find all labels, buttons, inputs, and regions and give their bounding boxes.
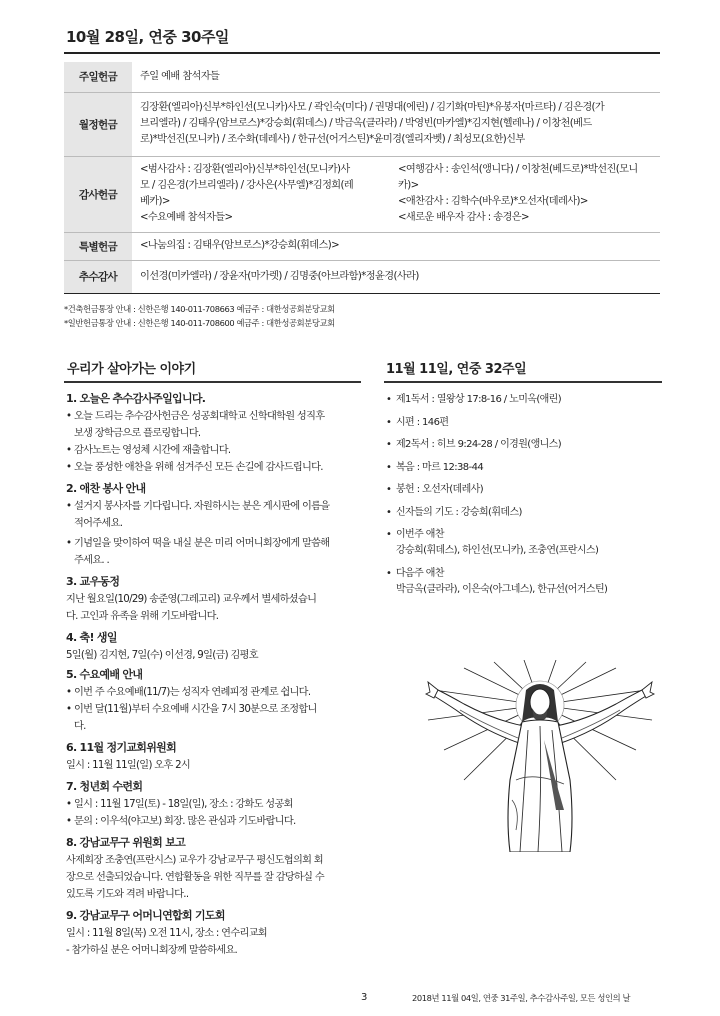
offering-table bbox=[64, 62, 660, 294]
list-item: • 다음주 애찬 박금옥(클라라), 이은숙(아그네스), 한규선(어거스틴) bbox=[386, 566, 666, 598]
bullet-item: • 오늘 드리는 추수감사헌금은 성공회대학교 신학대학원 성직후 보생 장학금으로 플로링합니다. bbox=[66, 408, 362, 442]
jesus-illustration bbox=[424, 660, 656, 852]
bullet-item: • 문의 : 이우석(야고보) 회장. 많은 관심과 기도바랍니다. bbox=[66, 813, 362, 830]
bullet-item: • 이번 주 수요예배(11/7)는 성직자 연례피정 관계로 쉽니다. bbox=[66, 684, 362, 701]
next-week-rule bbox=[384, 381, 662, 383]
bullet-text: 적어주세요. bbox=[74, 518, 123, 529]
list-item-text: 봉헌 : 오선자(데레사) bbox=[396, 484, 484, 495]
thanks-right-column bbox=[398, 162, 638, 226]
row-label: 추수감사 bbox=[64, 260, 132, 293]
row-line: <수요예배 참석자들> bbox=[140, 212, 233, 223]
table-row bbox=[64, 62, 660, 92]
para-line: - 참가하실 분은 어머니회장께 말씀하세요. bbox=[66, 945, 238, 956]
para-line: 지난 월요일(10/29) 송준영(그레고리) 교우께서 별세하셨습니 bbox=[66, 594, 317, 605]
row-line: 카)> bbox=[398, 180, 419, 191]
story-heading: 4. 축! 생일 bbox=[66, 631, 117, 644]
story-heading: 5. 수요예배 안내 bbox=[66, 668, 143, 681]
bullet-text: 오늘 풍성한 애찬을 위해 섬겨주신 모든 손길에 감사드립니다. bbox=[74, 462, 323, 473]
offering-title: 10월 28일, 연중 30주일 bbox=[66, 28, 229, 46]
row-line: 베카)> bbox=[140, 196, 170, 207]
list-item-text: 강승희(휘데스), 하인선(모니카), 조충연(프란시스) bbox=[396, 545, 599, 556]
story-heading: 9. 강남교무구 어머니연합회 기도회 bbox=[66, 909, 225, 922]
story-heading: 2. 애찬 봉사 안내 bbox=[66, 482, 146, 495]
list-item-text: 복음 : 마르 12:38-44 bbox=[396, 461, 484, 473]
story-paragraph bbox=[66, 647, 362, 664]
row-content bbox=[132, 92, 660, 156]
thanks-left-column bbox=[140, 162, 398, 226]
stories-title: 우리가 살아가는 이야기 bbox=[67, 362, 196, 377]
list-item-text: 신자들의 기도 : 강승희(휘데스) bbox=[396, 506, 522, 518]
next-week-list bbox=[386, 392, 666, 604]
list-item: • 이번주 애찬 강승희(휘데스), 하인선(모니카), 조충연(프란시스) bbox=[386, 527, 666, 559]
row-line: <새로운 배우자 감사 : 송경은> bbox=[398, 212, 529, 223]
story-heading: 1. 오늘은 추수감사주일입니다. bbox=[66, 392, 206, 405]
row-line: 이선경(미카엘라) / 장윤자(마가렛) / 김명중(아브라함)*정윤경(사라) bbox=[140, 270, 419, 282]
row-label: 감사헌금 bbox=[64, 156, 132, 232]
row-content bbox=[132, 156, 660, 232]
list-item: • 복음 : 마르 12:38-44 bbox=[386, 460, 666, 476]
list-item: • 제1독서 : 열왕상 17:8-16 / 노미옥(애린) bbox=[386, 392, 666, 408]
para-line: 일시 : 11월 11일(일) 오후 2시 bbox=[66, 760, 191, 771]
bullet-text: 기념일을 맞이하여 떡을 내실 분은 미리 어머니회장에게 말씀해 bbox=[74, 538, 330, 549]
bullet-text: 이번 주 수요예배(11/7)는 성직자 연례피정 관계로 쉽니다. bbox=[74, 687, 311, 698]
story-paragraph bbox=[66, 925, 362, 959]
list-item-text: 시편 : 146편 bbox=[396, 416, 449, 428]
story-heading: 6. 11월 정기교회위원회 bbox=[66, 741, 177, 754]
story-paragraph bbox=[66, 852, 362, 903]
list-item: • 신자들의 기도 : 강승희(휘데스) bbox=[386, 505, 666, 521]
account-line: *일반헌금통장 안내 : 신한은행 140-011-708600 예금주 : 대한성공회분당교회 bbox=[64, 318, 335, 328]
bullet-text: 주세요. . bbox=[74, 555, 110, 566]
story-heading: 8. 강남교무구 위원회 보고 bbox=[66, 836, 186, 849]
bullet-item: • 오늘 풍성한 애찬을 위해 섬겨주신 모든 손길에 감사드립니다. bbox=[66, 459, 362, 476]
next-week-title: 11월 11일, 연중 32주일 bbox=[386, 362, 527, 377]
list-item: • 제2독서 : 히브 9:24-28 / 이경원(앵니스) bbox=[386, 437, 666, 453]
stories-list bbox=[66, 388, 362, 959]
table-row bbox=[64, 92, 660, 156]
list-item-text: 제1독서 : 열왕상 17:8-16 / 노미옥(애린) bbox=[396, 394, 562, 405]
bullet-item: • 감사노트는 영성체 시간에 재출합니다. bbox=[66, 442, 362, 459]
para-line: 사제회장 조충연(프란시스) 교우가 강남교무구 평신도협의회 회 bbox=[66, 855, 323, 866]
row-content bbox=[132, 260, 660, 293]
table-row bbox=[64, 232, 660, 260]
list-item-text: 제2독서 : 히브 9:24-28 / 이경원(앵니스) bbox=[396, 439, 562, 450]
table-row bbox=[64, 156, 660, 232]
list-item: • 시편 : 146편 bbox=[386, 415, 666, 431]
row-line: <여행감사 : 송인석(앵니다) / 이창천(베드로)*박선진(모니 bbox=[398, 164, 638, 175]
row-label: 월정헌금 bbox=[64, 92, 132, 156]
para-line: 일시 : 11월 8일(목) 오전 11시, 장소 : 연수리교회 bbox=[66, 928, 267, 939]
row-line: 주일 예배 참석자들 bbox=[140, 70, 220, 82]
page-number: 3 bbox=[361, 992, 368, 1003]
bullet-item: • 이번 달(11월)부터 수요예배 시간을 7시 30분으로 조정합니 다. bbox=[66, 701, 362, 735]
story-paragraph bbox=[66, 591, 362, 625]
list-item: • 봉헌 : 오선자(데레사) bbox=[386, 482, 666, 498]
account-notice bbox=[64, 302, 335, 330]
bullet-text: 설거지 봉사자를 기다립니다. 자원하시는 분은 게시판에 이름을 bbox=[74, 501, 330, 512]
title-rule bbox=[64, 52, 660, 54]
list-item-text: 박금옥(클라라), 이은숙(아그네스), 한규선(어거스틴) bbox=[396, 583, 608, 595]
stories-rule bbox=[64, 381, 361, 383]
list-item-text: 이번주 애찬 bbox=[396, 529, 444, 540]
row-line: 브리엘라) / 김태우(암브로스)*강승희(휘데스) / 박금옥(클라라) / 박영빈(마카엘)*김지현(헬레나) / 이창천(베드 bbox=[140, 118, 592, 129]
row-line: 로)*박선진(모니카) / 조수화(데레사) / 한규선(어거스틴)*윤미경(엘리자벳) / 최성모(요한)신부 bbox=[140, 134, 525, 145]
row-line: 모 / 김은경(가브리엘라) / 강사은(사무엘)*김정희(레 bbox=[140, 180, 354, 191]
row-line: 김장환(엘리아)신부*하인선(모니카)사모 / 곽인숙(미다) / 권명대(에린) / 김기화(마틴)*유봉자(마르타) / 김은경(가 bbox=[140, 102, 605, 113]
row-line: <애찬감사 : 김학수(바우로)*오선자(데레사)> bbox=[398, 196, 588, 207]
para-line: 다. 고인과 유족을 위해 기도바랍니다. bbox=[66, 611, 219, 622]
row-line: <나눔의집 : 김태우(암브로스)*강승희(휘데스)> bbox=[140, 240, 340, 251]
bullet-item: • 일시 : 11월 17일(토) - 18일(일), 장소 : 강화도 성공회 bbox=[66, 796, 362, 813]
bullet-text: 감사노트는 영성체 시간에 재출합니다. bbox=[74, 445, 231, 456]
para-line: 장으로 선출되었습니다. 연합활동을 위한 직무를 잘 감당하실 수 bbox=[66, 872, 324, 883]
para-line: 있도록 기도와 격려 바랍니다.. bbox=[66, 889, 189, 900]
story-heading: 3. 교우동정 bbox=[66, 575, 120, 588]
footer-date: 2018년 11월 04일, 연중 31주일, 추수감사주일, 모든 성인의 날 bbox=[412, 993, 631, 1003]
bullet-item: • 설거지 봉사자를 기다립니다. 자원하시는 분은 게시판에 이름을 적어주세요. bbox=[66, 498, 362, 532]
story-paragraph bbox=[66, 757, 362, 774]
table-row bbox=[64, 260, 660, 293]
row-label: 특별헌금 bbox=[64, 232, 132, 260]
account-line: *건축헌금통장 안내 : 신한은행 140-011-708663 예금주 : 대한성공회분당교회 bbox=[64, 304, 335, 314]
bullet-text: 오늘 드리는 추수감사헌금은 성공회대학교 신학대학원 성직후 bbox=[74, 411, 325, 422]
bullet-text: 문의 : 이우석(야고보) 회장. 많은 관심과 기도바랍니다. bbox=[74, 816, 296, 827]
bullet-text: 보생 장학금으로 플로링합니다. bbox=[74, 428, 201, 439]
row-content bbox=[132, 62, 660, 92]
bullet-item: • 기념일을 맞이하여 떡을 내실 분은 미리 어머니회장에게 말씀해 주세요. . bbox=[66, 535, 362, 569]
row-label: 주일헌금 bbox=[64, 62, 132, 92]
row-line: <범사감사 : 김장환(엘리아)신부*하인선(모니카)사 bbox=[140, 164, 350, 175]
bullet-text: 일시 : 11월 17일(토) - 18일(일), 장소 : 강화도 성공회 bbox=[74, 799, 293, 810]
story-heading: 7. 청년회 수련회 bbox=[66, 780, 143, 793]
para-line: 5일(월) 김지현, 7일(수) 이선경, 9일(금) 김평호 bbox=[66, 650, 258, 661]
list-item-text: 다음주 애찬 bbox=[396, 567, 444, 579]
row-content bbox=[132, 232, 660, 260]
bullet-text: 다. bbox=[74, 721, 86, 732]
bullet-text: 이번 달(11월)부터 수요예배 시간을 7시 30분으로 조정합니 bbox=[74, 704, 317, 715]
